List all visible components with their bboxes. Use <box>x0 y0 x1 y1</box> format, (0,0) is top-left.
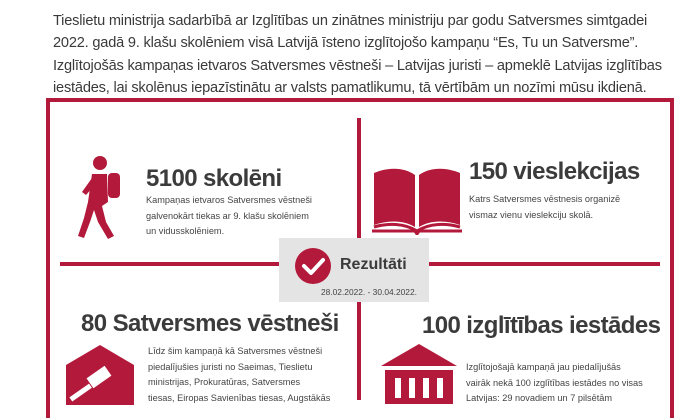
results-title: Rezultāti <box>340 256 407 273</box>
open-book-icon <box>372 165 462 235</box>
school-building-icon <box>379 344 459 404</box>
hiker-student-icon <box>78 156 124 240</box>
intro-text: Tieslietu ministrija sadarbībā ar Izglītības un zinātnes ministriju par godu Satversmes simtgadei 2022. gadā 9. klašu skolēniem visā Latvijā īsteno izglītojošo kampaņu “Es, Tu un Satversme”. Izglītojošās kampaņas ietvaros Satversmes vēstneši – Latvijas juristi – apmeklē Latvijas izglītības iestādes, lai skolēnus iepazīstinātu ar valsts pamatlikumu, tā vērtībām un nozīmi mūsu ikdienā. <box>53 13 662 96</box>
results-date-range: 28.02.2022. - 30.04.2022. <box>321 287 417 297</box>
ambassadors-description: Līdz šim kampaņā kā Satversmes vēstneši piedalījušies juristi no Saeimas, Tieslietu ministrijas, Prokuratūras, Satversmes tiesas, Eiropas Savienības tiesas, Augstākās <box>148 346 331 403</box>
lectures-description: Katrs Satversmes vēstnesis organizē vismaz vienu vieslekciju skolā. <box>469 194 621 220</box>
schools-title: 100 izglītības iestādes <box>422 312 661 339</box>
students-title: 5100 skolēni <box>146 165 282 192</box>
intro-paragraph <box>53 10 673 99</box>
checkmark-icon <box>295 248 331 284</box>
results-badge <box>279 238 429 302</box>
schools-description: Izglītojošajā kampaņā jau piedalījušās vairāk nekā 100 izglītības iestādes no visas Latvijas: 29 novadiem un 7 pilsētām <box>466 362 643 403</box>
gavel-icon <box>64 345 136 405</box>
students-description: Kampaņas ietvaros Satversmes vēstneši galvenokārt tiekas ar 9. klašu skolēniem un vidusskolēniem. <box>146 195 312 236</box>
ambassadors-title: 80 Satversmes vēstneši <box>81 310 339 337</box>
lectures-title: 150 vieslekcijas <box>469 158 640 185</box>
